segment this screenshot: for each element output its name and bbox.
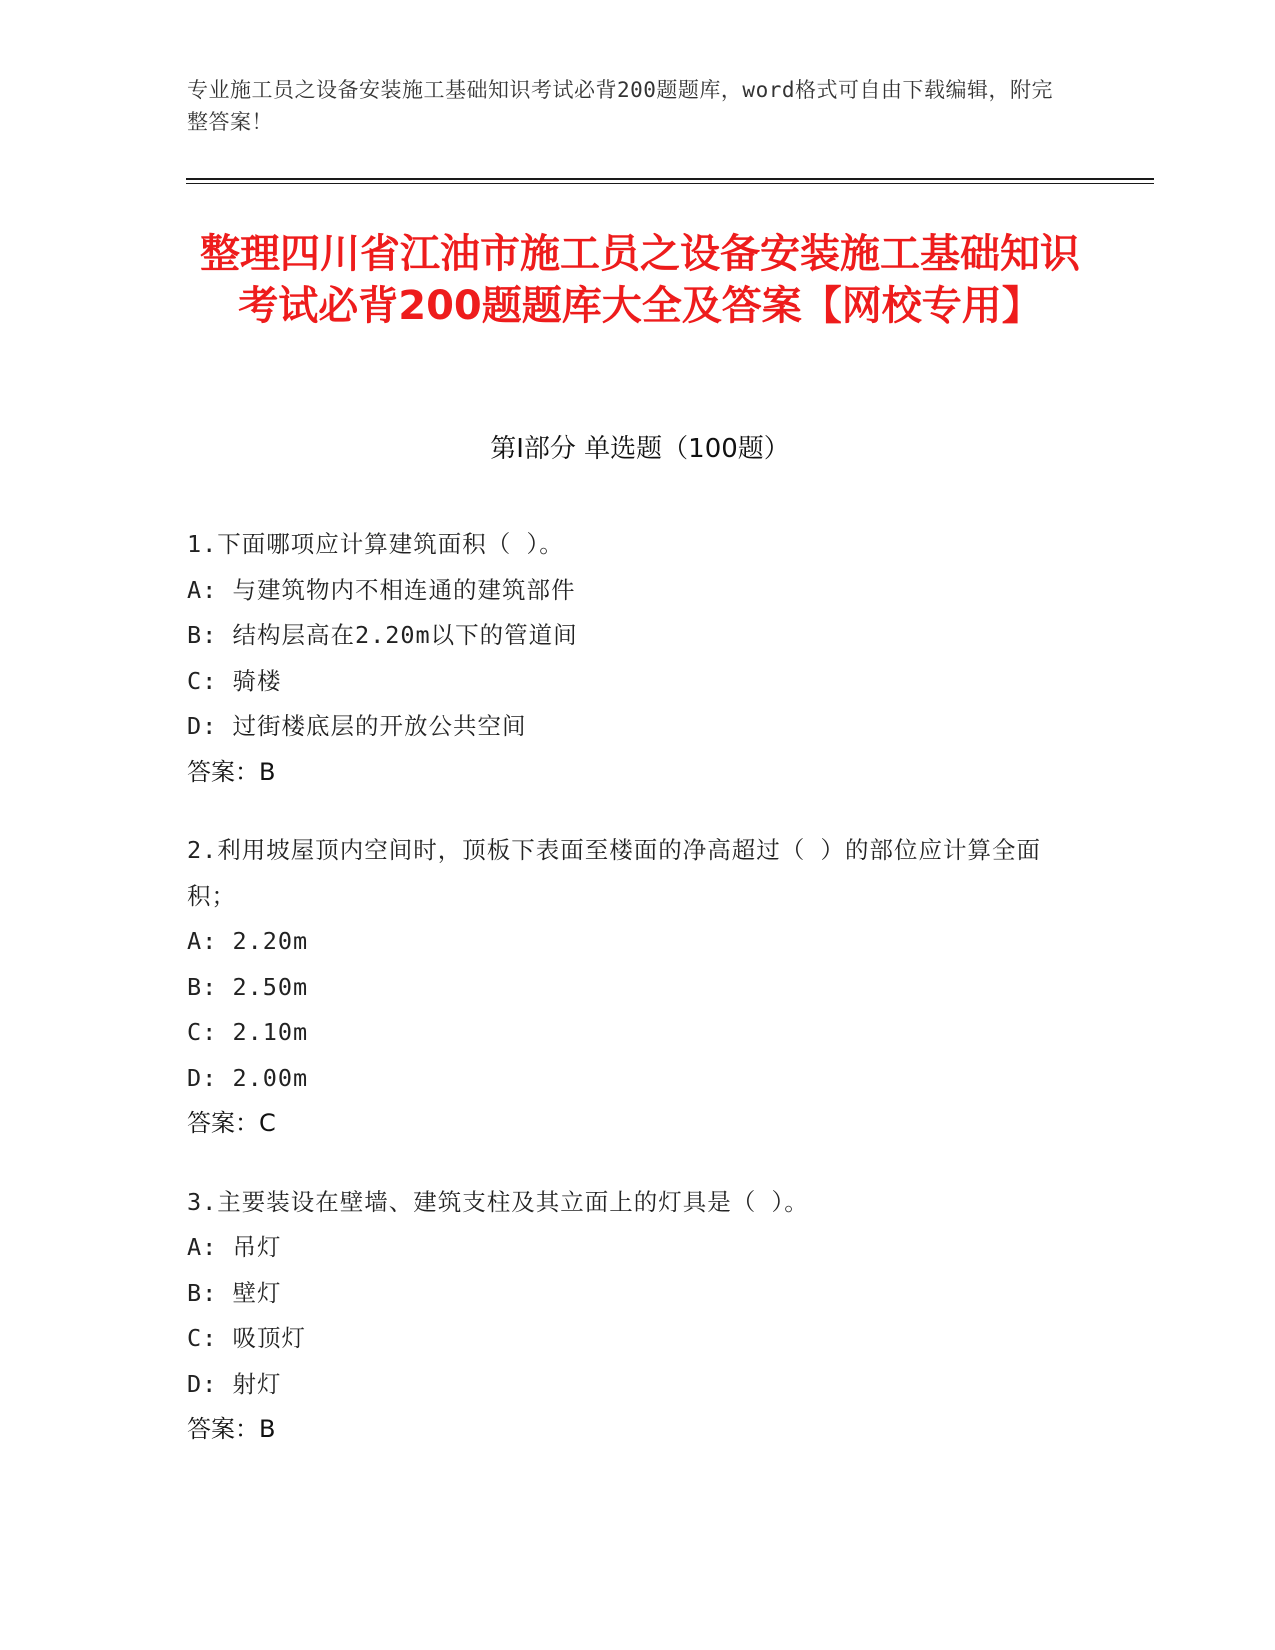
question-2 — [187, 828, 1067, 1147]
option-a: A: 2.20m — [187, 927, 309, 955]
answer: 答案：C — [187, 1109, 276, 1137]
section-title: 第I部分 单选题（100题） — [490, 434, 790, 464]
option-d: D: 射灯 — [187, 1369, 282, 1398]
question-list — [187, 522, 1067, 1486]
header-rule-thin — [186, 183, 1154, 184]
question-stem: 3.主要装设在壁墙、建筑支柱及其立面上的灯具是（ ）。 — [187, 1187, 809, 1216]
question-1 — [187, 522, 1067, 795]
option-b: B: 壁灯 — [187, 1278, 282, 1307]
option-b: B: 2.50m — [187, 972, 309, 1001]
question-stem: 1.下面哪项应计算建筑面积（ ）。 — [187, 530, 564, 558]
option-a: A: 吊灯 — [187, 1233, 282, 1261]
answer: 答案：B — [187, 757, 276, 786]
question-stem: 2.利用坡屋顶内空间时，顶板下表面至楼面的净高超过（ ）的部位应计算全面积； — [187, 836, 1041, 910]
option-c: C: 骑楼 — [187, 666, 282, 695]
option-c: C: 吸顶灯 — [187, 1324, 306, 1352]
document-title: 整理四川省江油市施工员之设备安装施工基础知识考试必背200题题库大全及答案【网校专用】 — [200, 231, 1080, 329]
option-b: B: 结构层高在2.20m以下的管道间 — [187, 621, 578, 649]
answer: 答案：B — [187, 1415, 276, 1443]
header-note: 专业施工员之设备安装施工基础知识考试必背200题题库，word格式可自由下载编辑，附完整答案！ — [187, 78, 1053, 134]
option-d: D: 2.00m — [187, 1063, 309, 1092]
option-d: D: 过街楼底层的开放公共空间 — [187, 712, 527, 740]
question-3 — [187, 1180, 1067, 1453]
header-rule-thick — [186, 178, 1154, 180]
option-c: C: 2.10m — [187, 1018, 309, 1046]
option-a: A: 与建筑物内不相连通的建筑部件 — [187, 575, 576, 604]
